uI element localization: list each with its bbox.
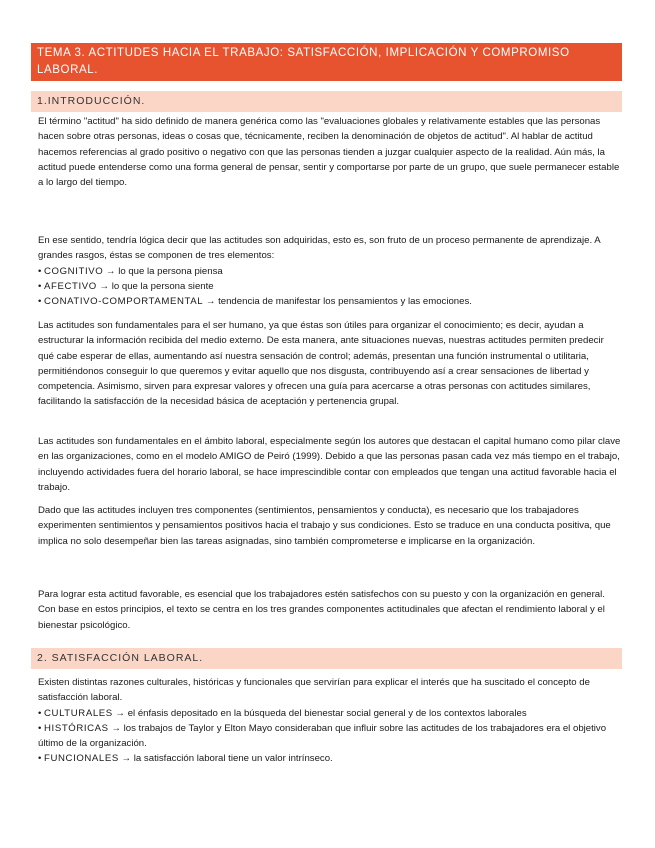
component-term: CONATIVO-COMPORTAMENTAL [44,296,204,308]
satisfaccion-paragraph-text: Existen distintas razones culturales, históricas y funcionales que servirían para explicar el interés que ha suscitado el concepto de satisfacción laboral. [38,677,590,704]
reason-desc: → el énfasis depositado en la búsqueda del bienestar social general y de los contextos laborales [112,707,527,719]
component-desc: → lo que la persona siente [96,280,214,292]
satisfaccion-paragraph [38,675,621,767]
intro-paragraph-2 [38,233,621,309]
component-term: AFECTIVO [44,280,97,292]
component-term: COGNITIVO [44,265,104,277]
reason-desc: → la satisfacción laboral tiene un valor intrínseco. [118,753,333,765]
intro-paragraph-3: Las actitudes son fundamentales para el ser humano, ya que éstas son útiles para organizar el conocimiento; es decir, ayudan a estructurar la información recibida del medio externo. De esta manera, ante situaciones nuevas, nuestras actitudes permiten predecir qué cabe esperar de ellas, aumentando así nuestra sensación de control; además, presentan una función instrumental o utilitaria, permitiéndonos conseguir lo que queremos y evitar aquello que nos disgusta, contribuyendo así a crear sensaciones de libertad y competencia. Asimismo, sirven para expresar valores y ofrecen una guía para acercarse a otras personas con actitudes similares, facilitando la satisfacción de la necesidad básica de aceptación y pertenencia grupal. [38,320,604,408]
list-item: • COGNITIVO → lo que la persona piensa [38,265,223,277]
list-item: • CULTURALES → el énfasis depositado en la búsqueda del bienestar social general y de los contextos laborales [38,707,527,719]
intro-paragraph-1: El término "actitud" ha sido definido de manera genérica como las "evaluaciones globales y relativamente estables que las personas hacen sobre otras personas, ideas o cosas que, técnicamente, reciben la denominación de objetos de actitud". Al hablar de actitud hacemos referencias al grado positivo o negativo con que las personas tienden a juzgar cualquier aspecto de la realidad. Aún más, la actitud puede entenderse como una forma general de pensar, sentir y comportarse por parte de un grupo, que suele permanecer estable a lo largo del tiempo. [38,116,620,189]
list-item: • AFECTIVO → lo que la persona siente [38,280,214,292]
list-item: • FUNCIONALES → la satisfacción laboral tiene un valor intrínseco. [38,753,333,765]
reason-term: CULTURALES [44,707,113,719]
section-heading-introduccion: 1.INTRODUCCIÓN. [31,91,622,112]
list-item: • HISTÓRICAS → los trabajos de Taylor y Elton Mayo consideraban que influir sobre las actitudes de los trabajadores era el objetivo último de la organización. [38,722,607,750]
intro-paragraph-4: Las actitudes son fundamentales en el ámbito laboral, especialmente según los autores que destacan el capital humano como pilar clave en las organizaciones, como en el modelo AMIGO de Peiró (1999). Debido a que las personas pasan cada vez más tiempo en el trabajo, incluyendo actividades fuera del horario laboral, se hace imprescindible contar con empleados que tengan una actitud favorable hacia el trabajo. [38,436,621,493]
document-title: TEMA 3. ACTITUDES HACIA EL TRABAJO: SATISFACCIÓN, IMPLICACIÓN Y COMPROMISO LABORAL. [31,43,622,81]
intro-paragraph-2-text: En ese sentido, tendría lógica decir que las actitudes son adquiridas, esto es, son fruto de un proceso permanente de aprendizaje. A grandes rasgos, éstas se componen de tres elementos: [38,235,601,262]
intro-paragraph-5: Dado que las actitudes incluyen tres componentes (sentimientos, pensamientos y conducta), es necesario que los trabajadores experimenten sentimientos y pensamientos positivos hacia el trabajo y sus condiciones. Esto se traduce en una conducta positiva, que implica no solo desempeñar bien las tareas asignadas, sino también comprometerse e implicarse en la organización. [38,505,611,547]
section-heading-satisfaccion: 2. SATISFACCIÓN LABORAL. [31,648,622,669]
reason-term: HISTÓRICAS [44,722,109,734]
list-item: • CONATIVO-COMPORTAMENTAL → tendencia de manifestar los pensamientos y las emociones. [38,296,472,308]
intro-paragraph-6: Para lograr esta actitud favorable, es esencial que los trabajadores estén satisfechos con su puesto y con la organización en general. Con base en estos principios, el texto se centra en los tres grandes componentes actitudinales que afectan el rendimiento laboral y el bienestar psicológico. [38,589,605,631]
reason-desc: → los trabajos de Taylor y Elton Mayo consideraban que influir sobre las actitudes de los trabajadores era el objetivo último de la organización. [38,722,607,750]
component-desc: → lo que la persona piensa [103,265,223,277]
reason-term: FUNCIONALES [44,753,119,765]
component-desc: → tendencia de manifestar los pensamientos y las emociones. [203,296,472,308]
